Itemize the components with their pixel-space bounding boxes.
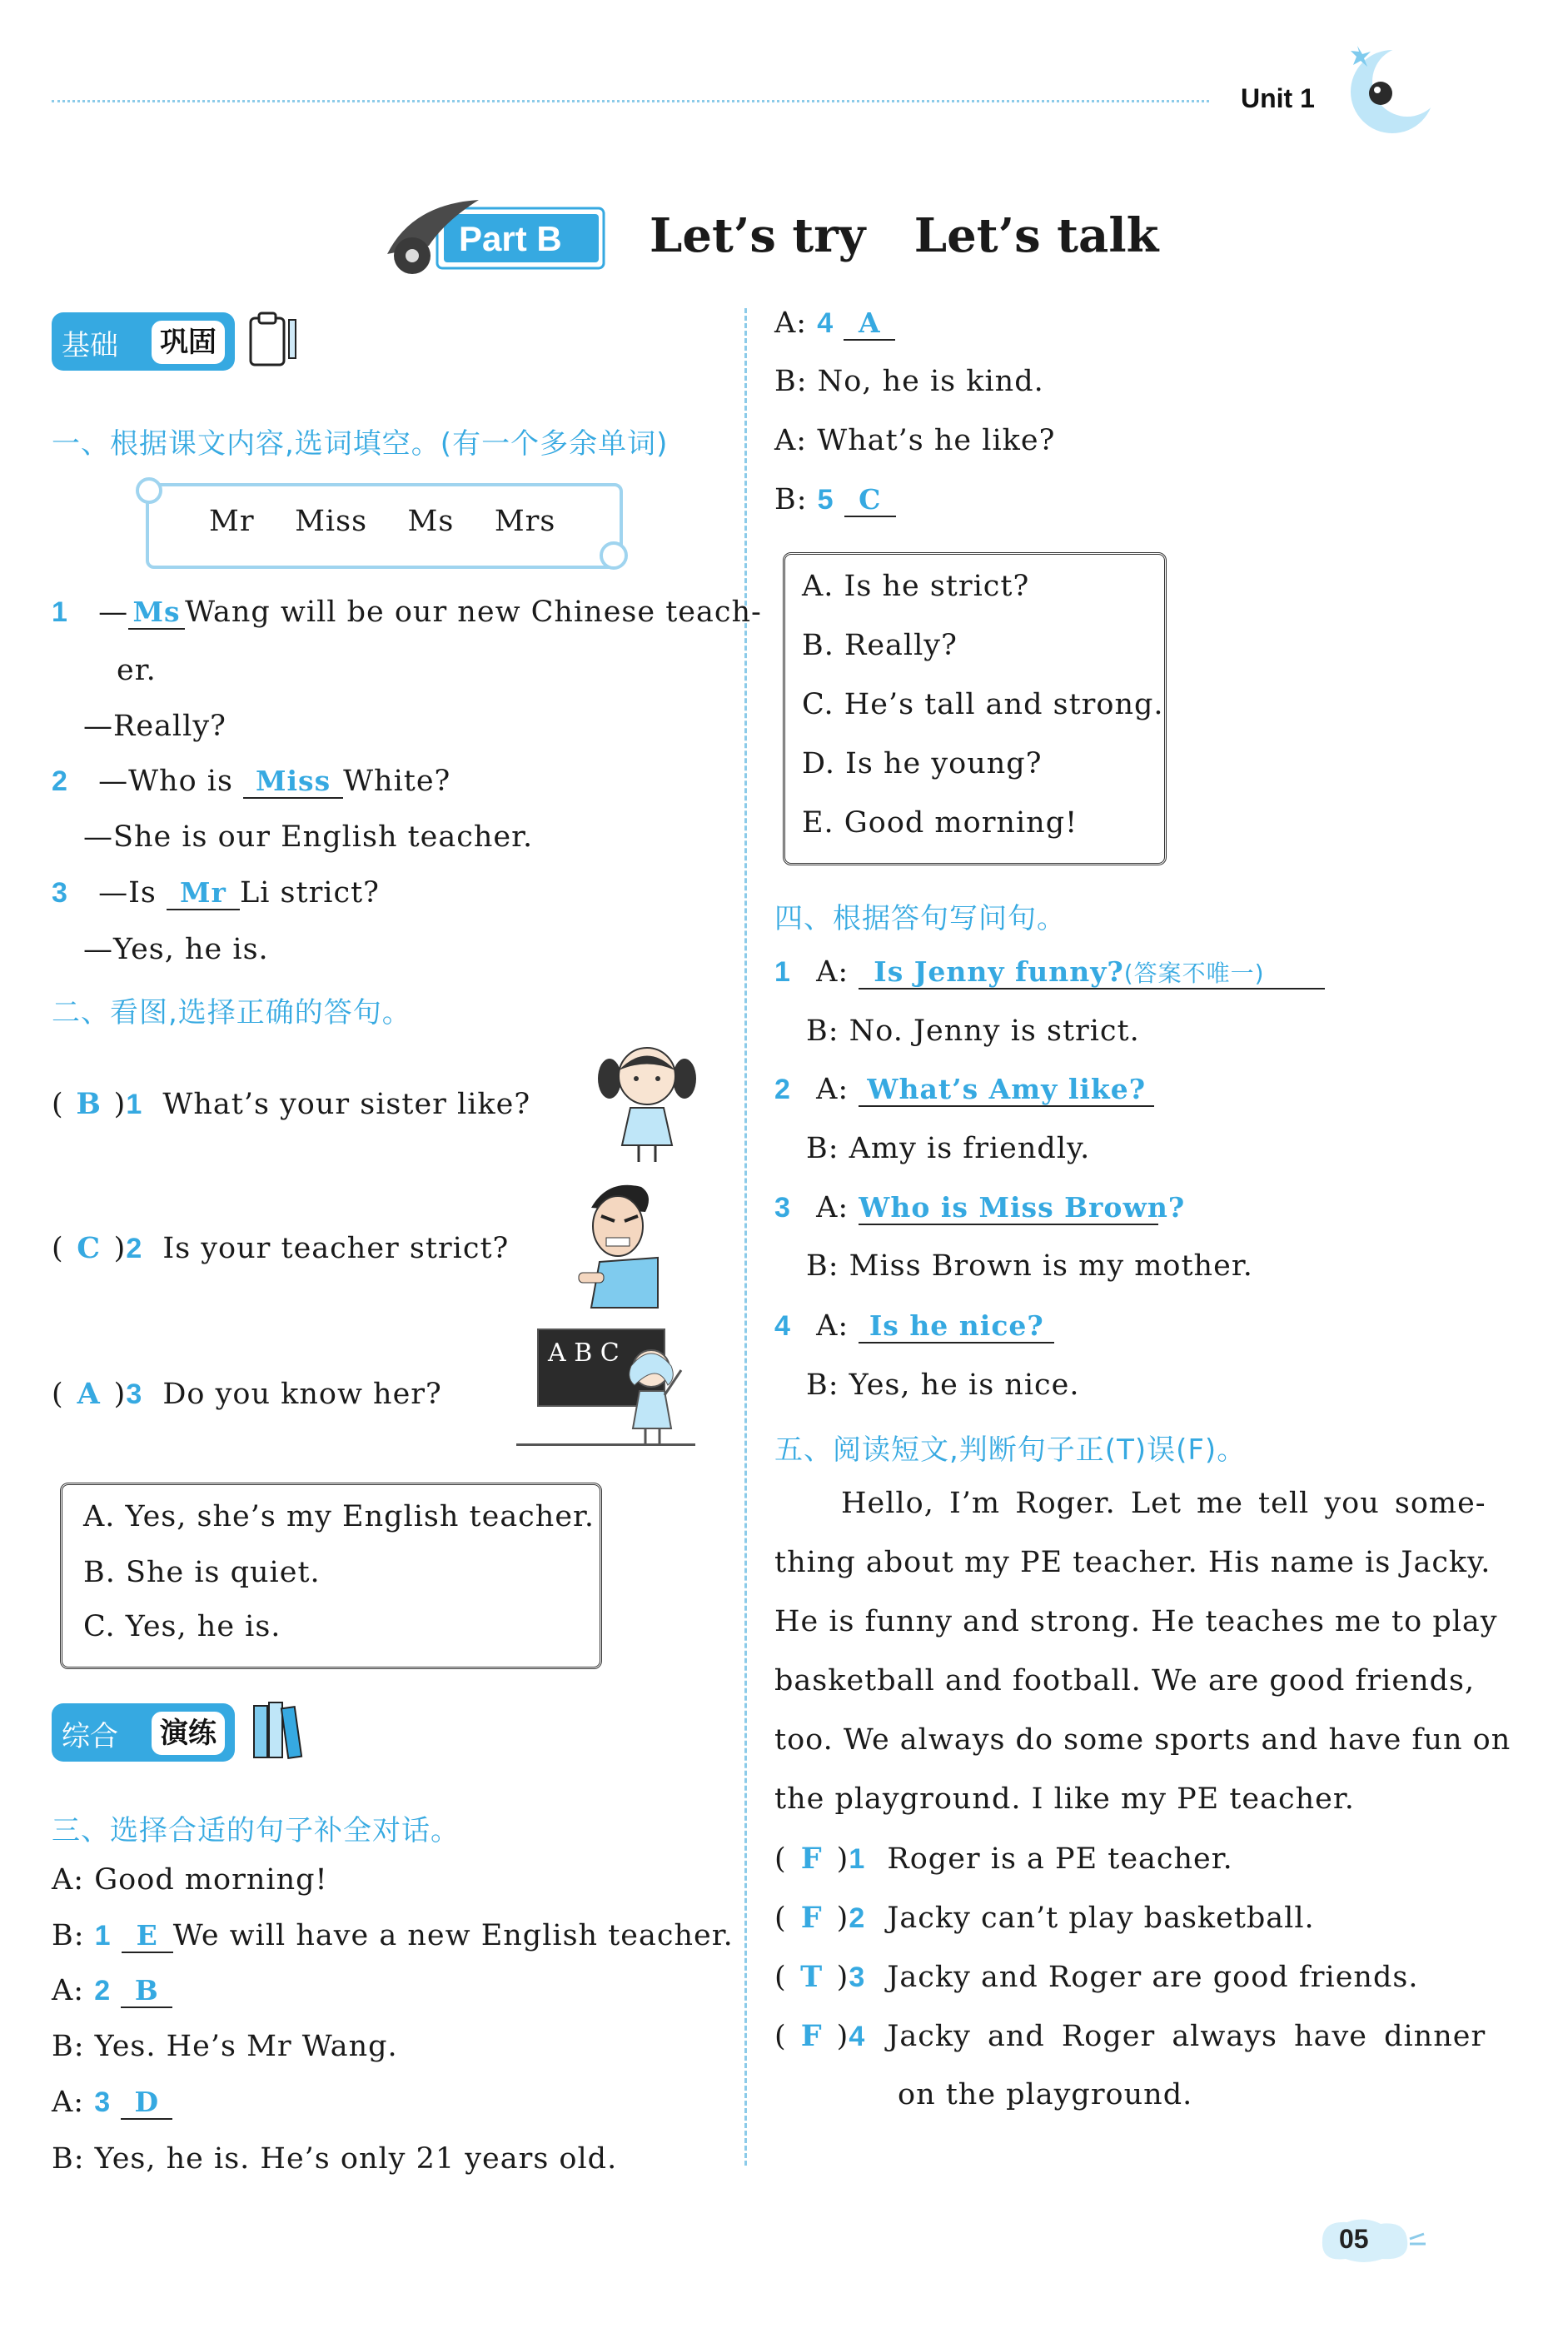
s1-item-post: White? <box>343 765 451 798</box>
passage-line-3: He is funny and strong. He teaches me to play <box>774 1605 1498 1638</box>
s5-answer: F <box>800 2019 823 2053</box>
badge-comp-text2: 演练 <box>150 1710 226 1757</box>
s2-answer: C <box>77 1231 102 1265</box>
s1-item-3-reply: —Yes, he is. <box>83 933 269 966</box>
s1-item-num: 1 <box>52 596 68 628</box>
s1-item-num: 3 <box>52 877 68 909</box>
s4-reply-4: B: Yes, he is nice. <box>806 1368 1080 1402</box>
s3-line-9 <box>774 424 1055 457</box>
answer-blank[interactable] <box>122 1921 173 1953</box>
s2-option-a: A. Yes, she’s my English teacher. <box>83 1500 595 1533</box>
s1-answer: Miss <box>255 765 331 797</box>
passage-line-1: Hello, I’m Roger. Let me tell you some- <box>841 1487 1486 1520</box>
s5-num: 2 <box>849 1902 866 1934</box>
word-bank-ring-icon <box>136 477 162 504</box>
s5-text: Jacky and Roger are good friends. <box>887 1961 1419 1994</box>
answer-blank[interactable] <box>859 1311 1054 1343</box>
s5-item-4-cont: on the playground. <box>898 2078 1193 2111</box>
answer-blank[interactable] <box>121 2087 172 2120</box>
s4-answer: What’s Amy like? <box>867 1073 1147 1105</box>
s4-num: 2 <box>774 1074 791 1105</box>
s1-item-post: Wang will be our new Chinese teach- <box>185 596 762 629</box>
blackboard-illustration <box>516 1329 695 1449</box>
s3-text: What’s he like? <box>817 424 1056 457</box>
s3-text: Good morning! <box>94 1863 328 1897</box>
s4-speaker: A: <box>816 1309 849 1343</box>
s2-item-1: ( B )1 What’s your sister like? <box>52 1087 531 1121</box>
s3-speaker: B: <box>774 483 808 516</box>
s1-item-2-reply: —She is our English teacher. <box>83 820 534 854</box>
s3-option-e: E. Good morning! <box>802 806 1078 840</box>
s3-line-7 <box>774 307 895 341</box>
badge-basic <box>52 312 235 371</box>
badge-comp-text1: 综合 <box>62 1720 118 1753</box>
s5-answer: T <box>800 1960 824 1994</box>
s4-speaker: A: <box>816 1191 849 1224</box>
blackboard-text: A B C <box>548 1339 620 1368</box>
s3-line-1 <box>52 1863 328 1897</box>
badge-basic-text1: 基础 <box>62 329 118 362</box>
part-b-badge <box>379 196 608 279</box>
s4-num: 3 <box>774 1192 791 1224</box>
s2-item-2: ( C )2 Is your teacher strict? <box>52 1231 510 1265</box>
s2-item-num: 2 <box>126 1233 143 1264</box>
s4-num: 4 <box>774 1310 791 1342</box>
part-b-label: Part B <box>459 219 562 258</box>
word-bank-box <box>146 483 623 569</box>
s1-item-post: Li strict? <box>239 876 380 910</box>
answer-blank[interactable] <box>243 766 343 799</box>
s1-item-1 <box>52 596 762 630</box>
s4-answer: Who is Miss Brown? <box>859 1191 1186 1224</box>
s4-speaker: A: <box>816 1073 849 1106</box>
header-dotted-rule <box>52 100 1209 102</box>
s3-num: 1 <box>94 1920 112 1952</box>
s4-speaker: A: <box>816 955 849 989</box>
word-bank-ring-icon-2 <box>600 541 628 570</box>
s2-option-b: B. She is quiet. <box>83 1556 321 1589</box>
s1-item-3 <box>52 876 380 910</box>
s1-item-pre: —Is <box>98 876 167 910</box>
s4-item-2 <box>774 1073 1154 1107</box>
s5-item-4: ( F )4 Jacky and Roger always have dinner <box>774 2019 1486 2053</box>
s4-answer: Is Jenny funny? <box>874 955 1124 988</box>
s1-answer: Ms <box>132 596 181 628</box>
answer-blank[interactable] <box>859 1191 1186 1225</box>
s3-speaker: B: <box>52 1919 85 1952</box>
answer-blank[interactable] <box>121 1976 172 2008</box>
section5-heading: 五、阅读短文,判断句子正(T)误(F)。 <box>774 1433 1247 1467</box>
word-bank: Mr Miss Ms Mrs <box>209 505 556 538</box>
s2-question: Do you know her? <box>162 1378 442 1411</box>
s5-num: 3 <box>849 1962 866 1993</box>
passage-line-6: the playground. I like my PE teacher. <box>774 1782 1355 1816</box>
passage-line-5: too. We always do some sports and have fun on <box>774 1723 1511 1757</box>
s1-item-num: 2 <box>52 765 68 797</box>
s5-num: 1 <box>849 1843 866 1875</box>
floor-line <box>516 1443 695 1446</box>
unit-label: Unit 1 <box>1241 83 1315 113</box>
girl-pigtails-illustration <box>593 1041 701 1169</box>
s1-item-pre: —Who is <box>98 765 244 798</box>
s1-item-pre: — <box>98 596 129 629</box>
s2-answer: B <box>76 1087 102 1121</box>
s5-item-2: ( F )2 Jacky can’t play basketball. <box>774 1901 1315 1935</box>
s5-text: Roger is a PE teacher. <box>887 1842 1233 1876</box>
s3-option-b: B. Really? <box>802 629 958 662</box>
s4-item-1 <box>774 955 1325 990</box>
s2-options-box <box>60 1483 602 1669</box>
s3-speaker: A: <box>774 307 808 340</box>
s3-speaker: A: <box>52 1863 85 1897</box>
s3-num: 3 <box>94 2086 112 2118</box>
strict-teacher-illustration <box>575 1174 666 1315</box>
s2-item-num: 3 <box>126 1378 143 1410</box>
s4-note: (答案不唯一) <box>1123 960 1265 987</box>
s1-item-1-reply: —Really? <box>83 710 226 743</box>
s4-reply-2: B: Amy is friendly. <box>806 1132 1091 1165</box>
badge-comprehensive <box>52 1703 235 1762</box>
s2-item-num: 1 <box>126 1089 143 1120</box>
s3-text: Yes. He’s Mr Wang. <box>94 2030 398 2063</box>
s3-text: No, he is kind. <box>817 365 1044 398</box>
s2-question: What’s your sister like? <box>162 1088 531 1121</box>
s3-answer: B <box>134 1974 159 2007</box>
s1-answer: Mr <box>180 876 226 909</box>
section1-heading: 一、根据课文内容,选词填空。(有一个多余单词) <box>52 427 669 461</box>
s3-num: 5 <box>817 484 834 516</box>
section2-heading: 二、看图,选择正确的答句。 <box>52 996 411 1029</box>
answer-blank[interactable] <box>128 597 185 630</box>
s3-line-10 <box>774 483 896 517</box>
s5-answer: F <box>800 1842 823 1876</box>
s3-line-3 <box>52 1974 172 2008</box>
answer-blank[interactable] <box>844 308 895 341</box>
s5-item-3: ( T )3 Jacky and Roger are good friends. <box>774 1960 1419 1994</box>
s3-speaker: B: <box>774 365 808 398</box>
badge-basic-text2: 巩固 <box>150 319 226 366</box>
s4-reply-3: B: Miss Brown is my mother. <box>806 1249 1253 1283</box>
s3-line-2 <box>52 1919 734 1953</box>
s3-text: We will have a new English teacher. <box>172 1919 734 1952</box>
answer-blank[interactable] <box>859 957 1325 990</box>
page-number: 05 <box>1339 2224 1369 2254</box>
books-icon <box>250 1699 312 1765</box>
s3-speaker: B: <box>52 2142 85 2176</box>
s3-line-8 <box>774 365 1044 398</box>
s3-options-box <box>783 552 1167 865</box>
s5-item-1: ( F )1 Roger is a PE teacher. <box>774 1842 1233 1876</box>
s3-option-a: A. Is he strict? <box>802 570 1030 603</box>
s3-answer: A <box>858 307 881 339</box>
s5-text: Jacky can’t play basketball. <box>887 1902 1315 1935</box>
s3-speaker: A: <box>52 2086 85 2119</box>
s2-item-3: ( A )3 Do you know her? <box>52 1377 442 1411</box>
section3-heading: 三、选择合适的句子补全对话。 <box>52 1814 460 1847</box>
s3-line-6 <box>52 2142 617 2176</box>
section4-heading: 四、根据答句写问句。 <box>774 902 1066 935</box>
s5-num: 4 <box>849 2021 866 2052</box>
answer-blank[interactable] <box>167 878 240 910</box>
s3-answer: C <box>859 483 882 516</box>
s3-speaker: A: <box>774 424 808 457</box>
s2-answer: A <box>77 1377 101 1411</box>
s3-answer: E <box>136 1919 158 1952</box>
s4-reply-1: B: No. Jenny is strict. <box>806 1014 1140 1048</box>
moon-mascot-icon <box>1341 33 1441 142</box>
page-title: Let’s try Let’s talk <box>650 208 1159 263</box>
s2-question: Is your teacher strict? <box>162 1232 510 1265</box>
s4-item-3 <box>774 1191 1186 1225</box>
s3-option-c: C. He’s tall and strong. <box>802 688 1164 721</box>
answer-blank[interactable] <box>844 485 896 517</box>
clipboard-icon <box>246 310 304 373</box>
s5-text: Jacky and Roger always have dinner <box>887 2020 1486 2053</box>
column-divider <box>744 308 747 2166</box>
s3-answer: D <box>134 2086 160 2118</box>
s4-answer: Is he nice? <box>869 1309 1044 1342</box>
s3-num: 2 <box>94 1975 112 2007</box>
page-number-badge <box>1314 2216 1431 2266</box>
s1-item-2 <box>52 765 450 799</box>
s3-line-4 <box>52 2030 398 2063</box>
s4-num: 1 <box>774 956 791 988</box>
s3-speaker: B: <box>52 2030 85 2063</box>
answer-blank[interactable] <box>859 1074 1154 1107</box>
s4-item-4 <box>774 1309 1054 1343</box>
s2-option-c: C. Yes, he is. <box>83 1610 281 1643</box>
s3-text: Yes, he is. He’s only 21 years old. <box>94 2142 618 2176</box>
s5-answer: F <box>800 1901 823 1935</box>
s3-num: 4 <box>817 307 834 339</box>
passage-line-2: thing about my PE teacher. His name is Jacky. <box>774 1546 1491 1579</box>
s1-item-1-cont: er. <box>117 654 157 687</box>
s3-line-5 <box>52 2086 172 2120</box>
s3-speaker: A: <box>52 1974 85 2007</box>
s3-option-d: D. Is he young? <box>802 747 1043 780</box>
passage-line-4: basketball and football. We are good friends, <box>774 1664 1476 1697</box>
